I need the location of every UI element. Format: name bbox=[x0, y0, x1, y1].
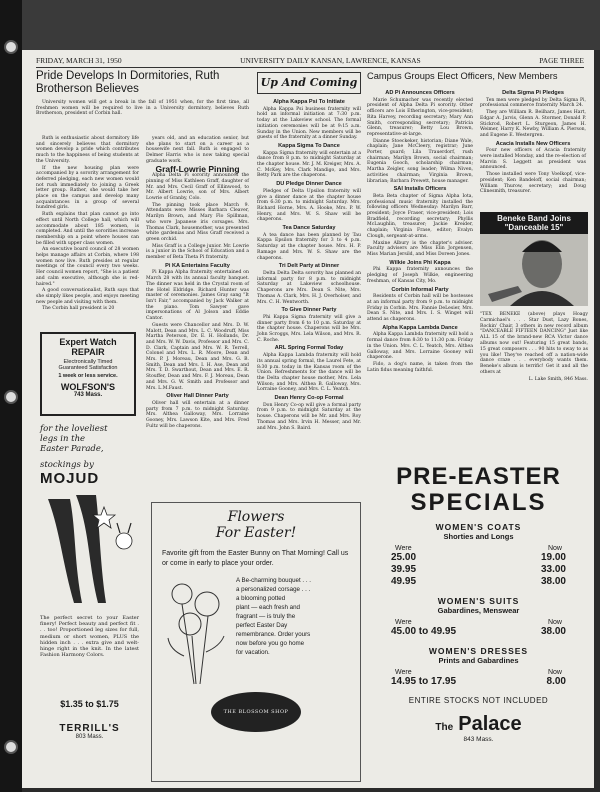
campus-item-headline: Corbin Informal Party bbox=[391, 286, 449, 293]
palace-the: The bbox=[435, 722, 454, 733]
page-header bbox=[36, 56, 584, 68]
pka-headline: Pi KA Entertains Faculty bbox=[165, 262, 230, 269]
dsp-item-text: Those installed were Tony Voelkopf, vice-president; Ken Bandeloff, social chairman; William Thurow, secretary; and Doug Clinesmith, treasurer. bbox=[480, 172, 586, 195]
suits-now-label: Now bbox=[547, 619, 562, 626]
flowers-title1: Flowers bbox=[227, 509, 285, 525]
upcoming-item-headline: Dean Henry Co-op Formal bbox=[274, 395, 344, 402]
price-row bbox=[391, 564, 566, 576]
palace-title2: SPECIALS bbox=[410, 489, 547, 516]
upcoming-item-headline: Tea Dance Saturday bbox=[282, 225, 336, 232]
upcoming-item-text: Alpha Kappa Lambda fraternity will hold its annual spring formal, the Laurel Fete, at 8:30 p.m. today in the Kansas room of the Union. Refreshments for the dance will be the Delta chapter house mother, Mrs. Lela Wilson; and Mrs. Althea B. Galloway, Mrs. Lorraine Gooney, and Mrs. C. L. Yeatch. bbox=[257, 353, 361, 393]
left-headline-block bbox=[36, 70, 249, 95]
now-price: 38.00 bbox=[540, 626, 566, 637]
flower-bouquet-icon bbox=[162, 576, 232, 686]
mojud-brand: MOJUD bbox=[40, 470, 100, 487]
mojud-body: The perfect secret to your Easter finery! Perfect beauty and perfect fit . . . too! Proportioned leg sizes for full, medium or short women, PLUS the hidden inch . . . extra give and welt-hinge right in the knit. In the latest Fashion Harmony Colors. bbox=[40, 615, 139, 659]
upcoming-item-headline: To Give Dinner Party bbox=[281, 307, 337, 314]
beneke-store: L. Lake Smith, 846 Mass. bbox=[528, 376, 588, 382]
scan-margin bbox=[22, 0, 600, 50]
oliver-headline: Oliver Hall Dinner Party bbox=[166, 393, 229, 400]
campus-headline-block bbox=[367, 70, 587, 84]
dresses-col-heads bbox=[395, 669, 562, 676]
dresses-heading: WOMEN'S DRESSES bbox=[428, 646, 529, 656]
wolfsons-address: 743 Mass. bbox=[73, 392, 103, 398]
now-price: 38.00 bbox=[540, 576, 566, 587]
was-price: 45.00 to 49.95 bbox=[391, 626, 457, 637]
price-row bbox=[391, 626, 566, 638]
upcoming-column bbox=[257, 97, 361, 497]
coats-col-heads bbox=[395, 545, 562, 552]
header-date: FRIDAY, MARCH 31, 1950 bbox=[36, 56, 122, 65]
flowers-l2: a personalized corsage . . . bbox=[236, 586, 311, 593]
upcoming-item-headline: DU Pledge Dinner Dance bbox=[276, 181, 342, 188]
blossom-shop-logo: THE BLOSSOM SHOP bbox=[211, 692, 301, 732]
coats-price-table bbox=[377, 552, 580, 588]
flowers-l3: a blooming potted bbox=[236, 595, 286, 602]
left-story-col1 bbox=[36, 136, 139, 332]
left-headline: Pride Develops In Dormitories, Ruth Brotherson Believes bbox=[36, 70, 220, 95]
upcoming-item-text: Don Henry Co-op will give a formal party from 9 p.m. to midnight Saturday at the house. Chaperons will be Mr. and Mrs. Roy Thomas and Mrs. Irvin H. Messer, and Mr. and Mrs. John S. Baird. bbox=[257, 402, 361, 431]
campus-headline: Campus Groups Elect Officers, New Members bbox=[367, 71, 558, 81]
beneke-body-block bbox=[480, 312, 588, 422]
campus-item-text: Marie Schumacher was recently elected president of Alpha Delta Pi sorority. Other officers are Lois Etherington, vice-president; Rita Harvey, recording secretary; Mary Ann Smith, corresponding secretary; Patricia Glenn, treasurer; Betty Lou Brown, representative-at-large. bbox=[367, 97, 473, 137]
upcoming-item-headline: Tri Delt Party at Dinner bbox=[278, 263, 340, 270]
mojud-body-block bbox=[40, 615, 139, 695]
beneke-ad bbox=[480, 212, 588, 452]
palace-ad bbox=[369, 460, 588, 782]
suits-heading: WOMEN'S SUITS bbox=[437, 596, 520, 606]
binder-ring bbox=[4, 390, 18, 404]
suits-subheading: Gabardines, Menswear bbox=[437, 606, 520, 615]
flowers-l9: for vacation. bbox=[236, 649, 270, 656]
upcoming-item-text: Delta Delta Delta sorority has planned an informal party for 8 p.m. to midnight Saturday at Lakeview schoolhouse. Chaperons are Mrs. Dean S. Nite, Mrs. Thomas A. Clark, Mrs. H. J. Overholser, and Mrs. C. H. Wentworth. bbox=[257, 270, 361, 305]
upcoming-item-headline: Kappa Sigma To Dance bbox=[278, 142, 340, 149]
flowers-l5: fragrant — is truly the bbox=[236, 613, 296, 620]
upcoming-title: Up And Coming bbox=[260, 76, 358, 89]
mojud-line4: stockings by bbox=[40, 460, 94, 470]
was-price: 39.95 bbox=[391, 564, 417, 575]
wolfsons-line5: 1 week or less service. bbox=[58, 373, 118, 379]
header-page: PAGE THREE bbox=[539, 56, 584, 65]
coats-were-label: Were bbox=[395, 545, 412, 552]
palace-title1: PRE-EASTER bbox=[396, 463, 561, 490]
now-price: 19.00 bbox=[540, 552, 566, 563]
upcoming-item-text: Kappa Sigma fraternity will entertain at a dance from 8 p.m. to midnight Saturday at the chapter house. Mr. J. M. Kreiger, Mrs. A. C. McKey, Mrs. Clark Mandigo, and Mrs. Betty Park are the chaperons. bbox=[257, 150, 361, 179]
flowers-l7: remembrance. Order yours bbox=[236, 631, 311, 638]
coats-now-label: Now bbox=[547, 545, 562, 552]
dsp-item-text: Ten men were pledged by Delta Sigma Pi, professional commerce fraternity March 24. bbox=[480, 97, 586, 109]
mojud-line1: for the loveliest bbox=[40, 424, 108, 434]
mojud-ad bbox=[36, 420, 143, 782]
campus-item-headline: Alpha Kappa Lambda Dance bbox=[382, 324, 458, 331]
left-lede-text: University women will get a break in the fall of 1951 when, for the first time, all freshmen women will be required to live in a University dormitory, believes Ruth Brotherson, president of Corbin hall. bbox=[36, 100, 249, 117]
dsp-item-headline: Acacia Installs New Officers bbox=[495, 140, 571, 147]
dresses-price-table bbox=[377, 676, 580, 688]
newspaper-page bbox=[22, 50, 594, 788]
flowers-copy bbox=[236, 576, 311, 686]
suits-col-heads bbox=[395, 619, 562, 626]
left-lede bbox=[36, 100, 249, 136]
binder-edge bbox=[0, 0, 22, 792]
wolfsons-line1: Expert Watch bbox=[59, 337, 117, 347]
wolfsons-ad bbox=[40, 332, 136, 416]
beneke-line2: "Danceable 15" bbox=[480, 223, 588, 234]
price-row bbox=[391, 576, 566, 588]
dsp-item-text: They are William R. Beilharz, James Hart, Edgar A. Jarvis, Glenn A. Stormer, Donald P. Stickrod, Robert L. Sturgeon, James H. Weimer, Harry K. Newby, William A. Pierson, and Eugene E. Westergren. bbox=[480, 110, 586, 138]
graff-p3: Miss Graff is a College junior. Mr. Lowrie is a junior in the School of Education and a member of Beta Theta Pi fraternity. bbox=[146, 243, 249, 261]
campus-column bbox=[367, 88, 473, 468]
flowers-l8: now before you go home bbox=[236, 640, 305, 647]
oliver-p1: Oliver hall will entertain at a dinner party from 7 p.m. to midnight Saturday. Mrs. Althea Galloway, Mrs. Lorraine Gooney, Mrs. Lawson Kite, and Mrs. Fred Fultz will be chaperons. bbox=[146, 400, 249, 429]
upcoming-item-text: Alpha Kappa Psi business fraternity will hold an informal initiation at 7:30 p.m. today at the Lakeview school. The formal initiation ceremonies will be at 9:15 a.m. Sunday in the Union. New members will be guests of the fraternity at a dinner Sunday. bbox=[257, 106, 361, 141]
campus-item-text: Beta Beta chapter of Sigma Alpha Iota, professional music fraternity installed the following officers Wednesday: Marilyn Barr, president; Joyce Fraser, vice-president; Lois Bradfield, recording secretary; Phyllis McLaughlin, treasurer; Jackie Kreider, chaplain; Virginia Frase, editor; Evalyn Clough, sergeant-at-arms. bbox=[367, 193, 473, 239]
upcoming-item-text: Pledges of Delta Upsilon fraternity will give a dinner dance at the chapter house from 6:30 p.m. to midnight Saturday. Mrs. Richard Horne, Mrs. A. Hooke, Mrs. P. W. Henry, and Mrs. W. S. Shaw will be chaperons. bbox=[257, 188, 361, 223]
upcoming-item-headline: Alpha Kappa Psi To Initiate bbox=[273, 99, 345, 105]
left-p4: Ruth explains that plan cannot go into effect until North College hall, which will accommodate about 185 women, is completed. And until the sororities increase membership on a point where houses can be filled with upper class women. bbox=[36, 212, 139, 246]
left-p2: Ruth is enthusiastic about dormitory life and sincerely believes that dormitory women develop a pride which contributes much to the happiness of being students at the University. bbox=[36, 136, 139, 164]
palace-address: 843 Mass. bbox=[463, 736, 494, 743]
dresses-subheading: Prints and Gabardines bbox=[438, 656, 519, 665]
campus-item-text: Residents of Corbin hall will be hostesses at an informal party from 9 p.m. to midnight Friday in Corbin. Mrs. Fannie DeLesier, Mrs. Dean S. Nite, and Mrs. I. S. Winget will attend as chaperons. bbox=[367, 294, 473, 323]
coats-subheading: Shorties and Longs bbox=[443, 532, 514, 541]
left-p8: years old, and an education senior, but she plans to start on a career as a housewife next fall. Ruth is engaged to Delmer Harris who is now taking special graduate work. bbox=[146, 136, 249, 164]
pka-p1: Pi Kappa Alpha fraternity entertained on March 28 with its annual faculty banquet. The dinner was held in the Crystal room of the Hotel Eldridge. Richard Hunter was master of ceremonies. James Gray sang "It Isn't Fair," accompanied by Jack Walker at the piano. Tom Sawyer gave impersonations of Al Jolson and Eddie Cantor. bbox=[146, 270, 249, 322]
was-price: 14.95 to 17.95 bbox=[391, 676, 457, 687]
now-price: 8.00 bbox=[546, 676, 566, 687]
left-p3: If the new housing plan were accompanied by a sorority arrangement for deferred pledging, each new women would not rush immediately to joining a Greek letter group. Rather, she would take her place on the campus and develop many acquaintances in a group of several hundred girls. bbox=[36, 165, 139, 211]
legs-illustration-icon bbox=[40, 491, 139, 607]
dsp-item-text: Four new officers of Acacia fraternity were installed Monday, and the re-election of Marvin S. Leggett as president was announced. bbox=[480, 148, 586, 171]
price-row bbox=[391, 552, 566, 564]
upcoming-title-box bbox=[257, 72, 361, 94]
dsp-column bbox=[480, 88, 586, 208]
campus-item-headline: SAI Installs Officers bbox=[393, 186, 447, 193]
was-price: 25.00 bbox=[391, 552, 417, 563]
was-price: 49.95 bbox=[391, 576, 417, 587]
campus-item-text: Fido, a dog's name, is taken from the Latin fidus meaning faithful. bbox=[367, 361, 473, 373]
campus-item-text: Dianne Stoeckeker, historian; Diane Wale, chaplain; Jane McCleery, registrar; June Porter, guard; Lila Trauerdorf, rush chairman; Marilyn Brown, social chairman; Eugenia Gooch, scholarship chairman; Martha Zeigler, song leader; Wilma Niven, activities chairman; Virginia Brown, librarian; Barbara Prewett, house manager. bbox=[367, 138, 473, 184]
mojud-line3: Easter Parade, bbox=[40, 444, 104, 454]
campus-item-headline: Wilkie Joins Phi Kappa bbox=[389, 259, 451, 266]
header-paper: UNIVERSITY DAILY KANSAN, LAWRENCE, KANSAS bbox=[240, 56, 421, 65]
wolfsons-line2: REPAIR bbox=[71, 347, 105, 357]
wolfsons-line3: Electronically Timed bbox=[63, 359, 113, 365]
graff-p2: The pinning took place March 9. Attendants were Misses Barbara Cleaver, Marilyn Brown, and Mary Flo Spillman, who wore Japanese iris corsages. Mrs. Thomas Clark, housemother, was presented white gardenias and Miss Graff received a green orchid. bbox=[146, 202, 249, 242]
mojud-price: $1.35 to $1.75 bbox=[60, 699, 119, 709]
campus-item-headline: AD Pi Announces Officers bbox=[385, 90, 455, 96]
flowers-l1: A Be-charming bouquet . . . bbox=[236, 577, 311, 584]
graff-headline: Graff-Lowrie Pinning bbox=[155, 163, 240, 174]
beneke-body: "TEX BENEKE (above) plays Hoagy Carmichael's . . . Star Dust, Lazy Bones, Rockin' Chair, 3 others in new record album "DANCEABLE FIFTEEN DANCING" Just like ALL 15 of the brand-new RCA Victor dance albums now out! Featuring 15 great bands, 15 great composers . . . 90 hits to sway to as you like! They've reached off a nation-wide dance craze . . . everybody wants them. Beneke's album is terrific! Get it and all the others at bbox=[480, 312, 588, 375]
binder-ring bbox=[4, 40, 18, 54]
wolfsons-line4: Guaranteed Satisfaction bbox=[58, 365, 118, 371]
suits-price-table bbox=[377, 626, 580, 638]
beneke-line1: Beneke Band Joins bbox=[480, 212, 588, 223]
dsp-item-headline: Delta Sigma Pi Pledges bbox=[502, 90, 564, 96]
flowers-title2: For Easter! bbox=[215, 525, 297, 541]
binder-ring bbox=[4, 740, 18, 754]
palace-name: Palace bbox=[458, 713, 522, 735]
price-row bbox=[391, 676, 566, 688]
dresses-now-label: Now bbox=[547, 669, 562, 676]
palace-note: ENTIRE STOCKS NOT INCLUDED bbox=[408, 696, 549, 705]
left-p5: An executive board council of 28 women helps manage affairs at Corbin, where 198 women now live. Ruth presides at regular meetings of the council every two weeks. Her council women report, "She is a patient and calm executive, although she is red-haired." bbox=[36, 247, 139, 287]
terrills-address: 803 Mass. bbox=[75, 734, 104, 740]
campus-item-text: Alpha Kappa Lambda fraternity will hold a formal dance from 8:30 to 11:30 p.m. Friday in the Union. Mrs. C. L. Yeatch, Mrs. Althea Galloway, and Mrs. Lorraine Gooney will chaperone. bbox=[367, 332, 473, 361]
campus-item-text: Phi Kappa fraternity announces the pledging of Joseph Wilkie, engineering freshman, of Kansas City, Mo. bbox=[367, 267, 473, 284]
dresses-were-label: Were bbox=[395, 669, 412, 676]
flowers-l4: plant — each fresh and bbox=[236, 604, 300, 611]
upcoming-item-text: A tea dance has been planned by Tau Kappa Epsilon fraternity for 3 to 4 p.m. Saturday at the chapter house. Mrs. H. P. Ramage and Mrs. W. S. Shaw are the chaperons. bbox=[257, 232, 361, 261]
graff-p1: Alpha Delta Pi sorority announces the pinning of Miss Kathleen Graff, daughter of Mr. and Mrs. Cecil Graff of Ellinwood, to Mr. Albert Lowrie, son of Mrs. Albert Lowrie of Granby, Colo. bbox=[146, 173, 249, 202]
suits-were-label: Were bbox=[395, 619, 412, 626]
wolfsons-name: WOLFSON'S bbox=[60, 382, 116, 392]
flowers-body: Favorite gift from the Easter Bunny on That Morning! Call us or come in early to place your order. bbox=[162, 550, 349, 567]
upcoming-item-text: Phi Kappa Sigma fraternity will give a dinner party from 6 to 10 p.m. Saturday at the chapter house. Chaperons will be Mrs. John Scroggs, Mrs. Lela Wilson, and Mrs. R. C. Roche. bbox=[257, 314, 361, 343]
mojud-line2: legs in the bbox=[40, 434, 86, 444]
upcoming-item-headline: ARL Spring Formal Today bbox=[274, 345, 344, 352]
now-price: 33.00 bbox=[540, 564, 566, 575]
blossom-shop-ad bbox=[151, 502, 361, 782]
left-p7: The Corbin hall president is 20 bbox=[42, 306, 115, 312]
coats-heading: WOMEN'S COATS bbox=[435, 522, 522, 532]
pka-p2: Guests were Chancellor and Mrs. D. W. Malott, Dean and Mrs. L. C. Woodruff, Miss Martha Peterson, Dr. E. H. Hollands, Dr. and Mrs. W. W. Davis, Professor and Mrs. C. D. Clark, Captain and Mrs. W. R. Terrell, Colonel and Mrs. L. R. Moore, Dean and Mrs. P. J. Moreau, Dean and Mrs. G. B. Smith, Dean and Mrs. I. H. Ase, Dean and Mrs. T. D. Swarthout, Dean and Mrs. E. R. Stouffer, Dean and Mrs. F. J. Moreau, Dean and Mrs. G. W. Smith and Professor and Mrs. L.M.Faust. bbox=[146, 322, 249, 391]
campus-item-text: Maxine Albury is the chapter's adviser. Faculty advisers are Miss Elin Jorgensen, Miss Marian Jersild, and Miss Doreen Jones. bbox=[367, 240, 473, 257]
terrills-name: TERRILL'S bbox=[59, 723, 120, 734]
flowers-l6: perfect Easter Day bbox=[236, 622, 288, 629]
tex-beneke-photo-icon bbox=[480, 234, 588, 306]
left-p6: A good conversationalist, Ruth says that she simply likes people, and enjoys meeting new people and visiting with them. bbox=[36, 288, 139, 305]
